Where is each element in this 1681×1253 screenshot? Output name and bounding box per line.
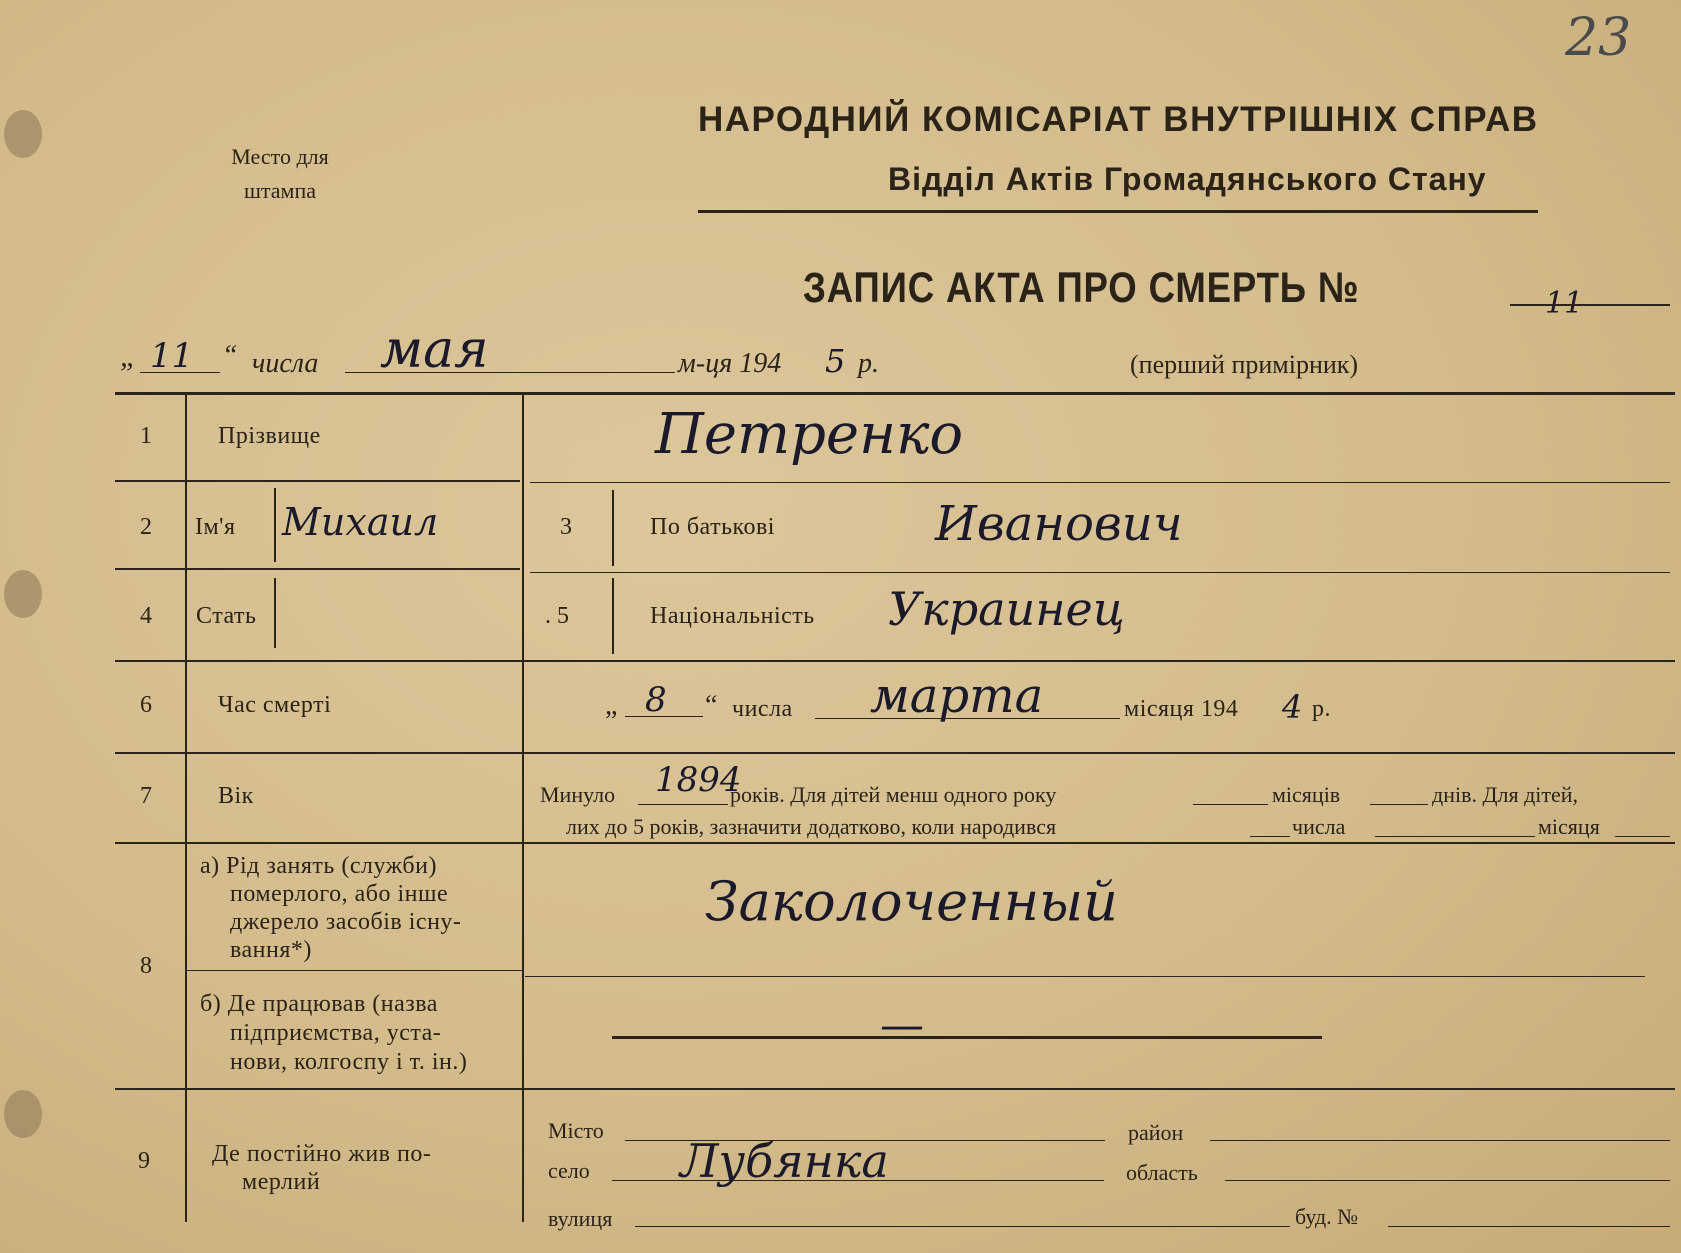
death-month-underline [815, 718, 1120, 719]
nationality-value: Украинец [888, 582, 1125, 636]
birth-extra-underline [1615, 836, 1670, 837]
row-4-inner-line [274, 578, 276, 648]
residence-label-line-2: мерлий [242, 1169, 321, 1195]
age-value: 1894 [655, 760, 742, 800]
street-underline [635, 1226, 1290, 1227]
death-year-digit: 4 [1282, 688, 1303, 726]
birth-month-underline [1375, 836, 1535, 837]
month-underline [345, 372, 675, 373]
registration-month-value: мая [380, 320, 489, 380]
table-top-border [115, 392, 1675, 395]
record-number-value: 11 [1545, 286, 1584, 321]
first-name-label: Ім'я [195, 514, 236, 540]
occupation-label-line-2: померлого, або інше [230, 881, 449, 907]
registration-day-value: 11 [150, 336, 194, 376]
row-9-number: 9 [138, 1148, 150, 1174]
death-year-suffix: р. [1312, 696, 1331, 722]
surname-label: Прізвище [218, 423, 321, 449]
occupation-label [200, 852, 461, 964]
occupation-label-line-3: джерело засобів існу- [230, 909, 462, 935]
row-6-divider [115, 752, 1675, 754]
occupation-label-line-1: а) Рід занять (служби) [200, 853, 437, 879]
date-quote-close: “ [222, 340, 238, 371]
birth-day-underline [1250, 836, 1290, 837]
punch-hole [4, 110, 42, 158]
row-1-divider-right [530, 482, 1670, 483]
age-underline [638, 804, 728, 805]
death-time-label: Час смерті [218, 692, 332, 718]
surname-value: Петренко [655, 402, 964, 467]
row-8-divider [115, 1088, 1675, 1090]
row-7-number: 7 [140, 783, 152, 809]
month-label: м-ця 194 [678, 348, 782, 379]
occupation-label-line-4: вання*) [230, 937, 312, 963]
death-day-underline [625, 716, 703, 717]
death-quote-open: „ [605, 690, 618, 721]
district-label: район [1128, 1120, 1184, 1145]
street-label: вулиця [548, 1206, 613, 1231]
stamp-line-1: Место для [231, 144, 329, 169]
village-label: село [548, 1158, 590, 1183]
house-label: буд. № [1295, 1204, 1359, 1229]
age-prefix: Минуло [540, 782, 616, 807]
residence-label [212, 1140, 431, 1196]
workplace-label [200, 990, 467, 1077]
age-days-underline [1370, 804, 1428, 805]
row-2-number: 2 [140, 514, 152, 540]
punch-hole [4, 570, 42, 618]
header-underline [698, 210, 1538, 213]
table-num-column-line [185, 392, 187, 1222]
workplace-value: — [880, 1000, 924, 1051]
row-8-number: 8 [140, 953, 152, 979]
death-day-value: 8 [645, 680, 667, 720]
registration-year-digit: 5 [825, 342, 846, 380]
sex-label: Стать [196, 603, 257, 629]
row-5-inner-line [612, 578, 614, 654]
day-label: числа [252, 348, 319, 379]
death-quote-close: “ [705, 690, 718, 721]
age-days-label: днів. Для дітей, [1432, 782, 1579, 807]
row-3-number: 3 [560, 514, 572, 540]
row-2-divider-right [530, 572, 1670, 573]
district-underline [1210, 1140, 1670, 1141]
city-label: Місто [548, 1118, 604, 1143]
org-title: НАРОДНИЙ КОМІСАРІАТ ВНУТРІШНІХ СПРАВ [698, 100, 1539, 139]
workplace-label-line-2: підприємства, уста- [230, 1020, 442, 1046]
workplace-label-line-3: нови, колгоспу і т. ін.) [230, 1049, 468, 1075]
first-name-value: Михаил [282, 500, 439, 544]
row-8-inner-divider-left [186, 970, 522, 971]
year-suffix: р. [858, 348, 879, 379]
dept-title: Відділ Актів Громадянського Стану [888, 161, 1487, 197]
record-number-line [1510, 304, 1670, 306]
age-child-note: лих до 5 років, зазначити додатково, коли народився [566, 814, 1057, 839]
row-4-number: 4 [140, 603, 152, 629]
day-underline [140, 372, 220, 373]
house-underline [1388, 1226, 1670, 1227]
village-value: Лубянка [680, 1134, 889, 1188]
region-label: область [1126, 1160, 1198, 1185]
corner-archive-number: 23 [1565, 8, 1632, 68]
row-1-divider-left [115, 480, 520, 482]
table-label-column-line [522, 392, 524, 1222]
workplace-dash [612, 1036, 1322, 1039]
patronymic-label: По батькові [650, 514, 775, 540]
death-month-label: місяця 194 [1124, 696, 1239, 722]
region-underline [1225, 1180, 1670, 1181]
nationality-label: Національність [650, 603, 815, 629]
birth-month-label: місяця [1538, 814, 1600, 839]
stamp-line-2: штампа [243, 178, 317, 203]
patronymic-value: Иванович [935, 496, 1183, 552]
age-months-underline [1193, 804, 1268, 805]
workplace-label-line-1: б) Де працював (назва [200, 991, 438, 1017]
occupation-value: Заколоченный [705, 870, 1118, 933]
death-month-value: марта [870, 668, 1044, 724]
age-label: Вік [218, 783, 254, 809]
residence-label-line-1: Де постійно жив по- [212, 1141, 432, 1167]
age-text: років. Для дітей менш одного року [730, 782, 1057, 807]
row-4-divider [115, 660, 1675, 662]
row-7-divider [115, 842, 1675, 844]
copy-note: (перший примірник) [1130, 350, 1359, 379]
death-day-label: числа [732, 696, 793, 722]
row-2-inner-line [274, 488, 276, 562]
row-5-number: . 5 [545, 603, 569, 629]
stamp-placeholder [200, 140, 360, 208]
village-underline [612, 1180, 1104, 1181]
row-1-number: 1 [140, 423, 152, 449]
row-2-divider-left [115, 568, 520, 570]
row-6-number: 6 [140, 692, 152, 718]
birth-day-label: числа [1292, 814, 1346, 839]
row-8-inner-divider-right [525, 976, 1645, 977]
age-months-label: місяців [1272, 782, 1341, 807]
punch-hole [4, 1090, 42, 1138]
row-3-inner-line [612, 490, 614, 566]
document-title: ЗАПИС АКТА ПРО СМЕРТЬ № [803, 264, 1360, 312]
date-quote-open: „ [120, 340, 137, 373]
